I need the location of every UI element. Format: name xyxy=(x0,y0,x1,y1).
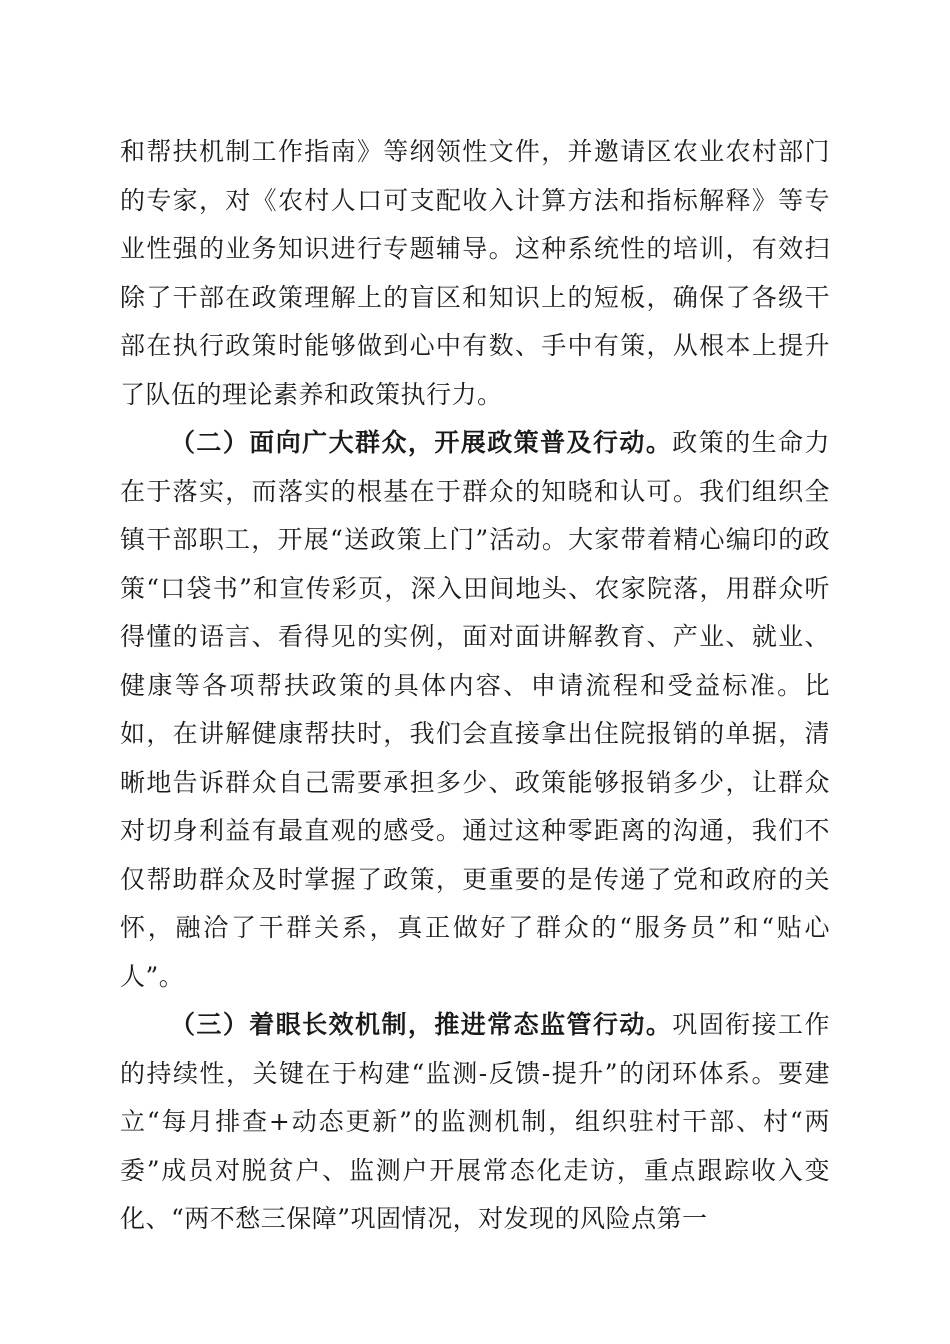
paragraph-text: 和帮扶机制工作指南》等纲领性文件，并邀请区农业农村部门的专家，对《农村人口可支配收入计算方法和指标解释》等专业性强的业务知识进行专题辅导。这种系统性的培训，有效扫除了干部在政策理解上的盲区和知识上的短板，确保了各级干部在执行政策时能够做到心中有数、手中有策，从根本上提升了队伍的理论素养和政策执行力。 xyxy=(120,137,830,409)
document-body xyxy=(120,128,830,1244)
section-3-heading: （三）着眼长效机制，推进常态监管行动。 xyxy=(170,1010,673,1039)
paragraph-section-2 xyxy=(120,419,830,1001)
section-2-heading: （二）面向广大群众，开展政策普及行动。 xyxy=(170,428,673,457)
paragraph-text: 政策的生命力在于落实，而落实的根基在于群众的知晓和认可。我们组织全镇干部职工，开展“送政策上门”活动。大家带着精心编印的政策“口袋书”和宣传彩页，深入田间地头、农家院落，用群众听得懂的语言、看得见的实例，面对面讲解教育、产业、就业、健康等各项帮扶政策的具体内容、申请流程和受益标准。比如，在讲解健康帮扶时，我们会直接拿出住院报销的单据，清晰地告诉群众自己需要承担多少、政策能够报销多少，让群众对切身利益有最直观的感受。通过这种零距离的沟通，我们不仅帮助群众及时掌握了政策，更重要的是传递了党和政府的关怀，融洽了干群关系，真正做好了群众的“服务员”和“贴心人”。 xyxy=(120,428,830,991)
paragraph-continuation xyxy=(120,128,830,419)
paragraph-text: 巩固衔接工作的持续性，关键在于构建“监测-反馈-提升”的闭环体系。要建立“每月排查+动态更新”的监测机制，组织驻村干部、村“两委”成员对脱贫户、监测户开展常态化走访，重点跟踪收入变化、“两不愁三保障”巩固情况，对发现的风险点第一 xyxy=(120,1010,830,1233)
paragraph-section-3 xyxy=(120,1001,830,1244)
